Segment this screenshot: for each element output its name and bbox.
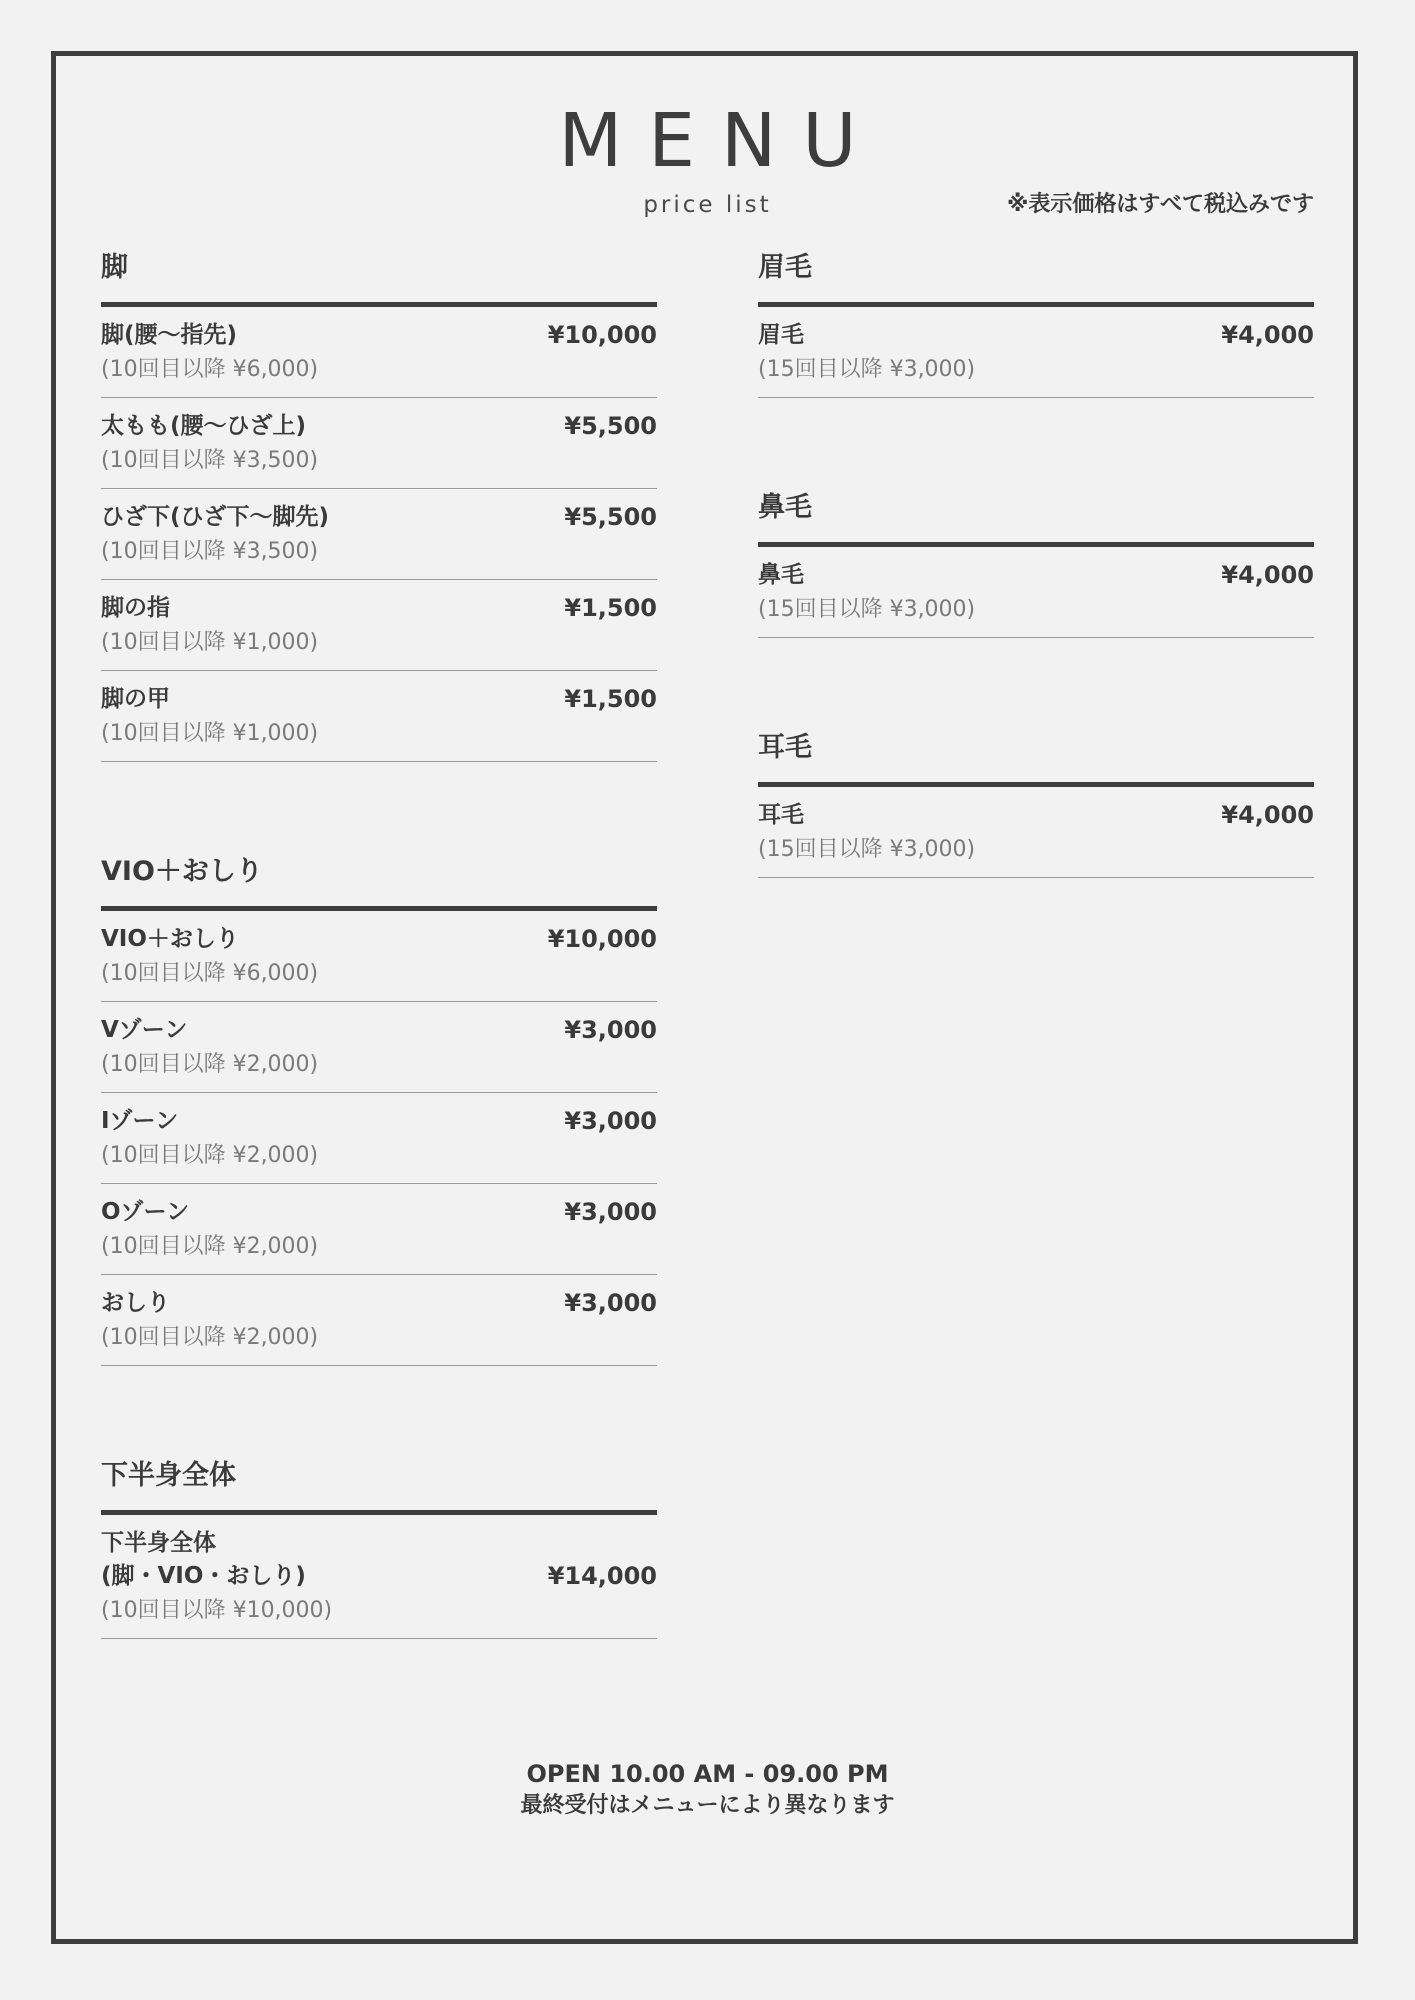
menu-item: [101, 1275, 657, 1366]
item-repeat-price: (10回目以降 ¥2,000): [101, 1052, 319, 1077]
item-price: ¥4,000: [1221, 321, 1314, 349]
item-repeat-price: (10回目以降 ¥6,000): [101, 961, 319, 986]
item-price: ¥5,500: [564, 412, 657, 440]
item-repeat-price: (10回目以降 ¥3,500): [101, 448, 319, 473]
item-price: ¥4,000: [1221, 561, 1314, 589]
item-price: ¥1,500: [564, 594, 657, 622]
menu-item: [101, 398, 657, 489]
right-column: [758, 248, 1314, 968]
item-repeat-price: (10回目以降 ¥1,000): [101, 721, 319, 746]
menu-item: [101, 489, 657, 580]
item-price: ¥14,000: [547, 1562, 657, 1590]
section-lower-body: [101, 1456, 657, 1639]
section-ear-hair: [758, 728, 1314, 878]
item-price: ¥3,000: [564, 1289, 657, 1317]
section-title: 耳毛: [758, 728, 1314, 787]
item-name: 下半身全体 (脚・VIO・おしり): [101, 1530, 306, 1589]
item-name: ひざ下(ひざ下〜脚先): [101, 504, 330, 530]
item-price: ¥1,500: [564, 685, 657, 713]
item-repeat-price: (15回目以降 ¥3,000): [758, 837, 976, 862]
menu-title: MENU: [558, 98, 883, 184]
menu-item: [101, 1093, 657, 1184]
item-repeat-price: (10回目以降 ¥2,000): [101, 1325, 319, 1350]
item-name: 太もも(腰〜ひざ上): [101, 413, 307, 439]
menu-item: [101, 1002, 657, 1093]
section-vio: [101, 852, 657, 1366]
left-column: [101, 248, 657, 1729]
section-eyebrows: [758, 248, 1314, 398]
item-price: ¥10,000: [547, 321, 657, 349]
item-repeat-price: (10回目以降 ¥2,000): [101, 1234, 319, 1259]
item-price: ¥5,500: [564, 503, 657, 531]
item-name: 脚の指: [101, 595, 170, 621]
item-name: Vゾーン: [101, 1017, 188, 1043]
item-price: ¥4,000: [1221, 801, 1314, 829]
item-repeat-price: (10回目以降 ¥1,000): [101, 630, 319, 655]
section-title: 下半身全体: [101, 1456, 657, 1515]
item-price: ¥10,000: [547, 925, 657, 953]
tax-note: ※表示価格はすべて税込みです: [1007, 192, 1314, 217]
item-repeat-price: (10回目以降 ¥2,000): [101, 1143, 319, 1168]
item-price: ¥3,000: [564, 1198, 657, 1226]
menu-item: [101, 911, 657, 1002]
item-repeat-price: (15回目以降 ¥3,000): [758, 357, 976, 382]
section-nose-hair: [758, 488, 1314, 638]
menu-item: [101, 307, 657, 398]
section-title: 眉毛: [758, 248, 1314, 307]
menu-item: [758, 787, 1314, 878]
menu-item: [101, 1515, 657, 1639]
menu-item: [758, 547, 1314, 638]
section-title: VIO＋おしり: [101, 852, 657, 911]
menu-subtitle: price list: [643, 192, 772, 218]
item-repeat-price: (15回目以降 ¥3,000): [758, 597, 976, 622]
item-price: ¥3,000: [564, 1107, 657, 1135]
section-title: 鼻毛: [758, 488, 1314, 547]
item-name: 鼻毛: [758, 562, 804, 588]
opening-hours: OPEN 10.00 AM - 09.00 PM: [526, 1760, 889, 1788]
last-call-note: 最終受付はメニューにより異なります: [520, 1793, 895, 1818]
item-name: おしり: [101, 1290, 170, 1316]
menu-item: [101, 1184, 657, 1275]
menu-item: [101, 671, 657, 762]
item-price: ¥3,000: [564, 1016, 657, 1044]
menu-item: [758, 307, 1314, 398]
item-repeat-price: (10回目以降 ¥3,500): [101, 539, 319, 564]
item-name: 耳毛: [758, 802, 804, 828]
item-name: Iゾーン: [101, 1108, 179, 1134]
item-repeat-price: (10回目以降 ¥10,000): [101, 1598, 333, 1623]
section-title: 脚: [101, 248, 657, 307]
item-name: 眉毛: [758, 322, 804, 348]
item-name: 脚(腰〜指先): [101, 322, 238, 348]
item-name: VIO＋おしり: [101, 926, 239, 952]
section-legs: [101, 248, 657, 762]
item-name: Oゾーン: [101, 1199, 190, 1225]
item-repeat-price: (10回目以降 ¥6,000): [101, 357, 319, 382]
menu-item: [101, 580, 657, 671]
item-name: 脚の甲: [101, 686, 170, 712]
